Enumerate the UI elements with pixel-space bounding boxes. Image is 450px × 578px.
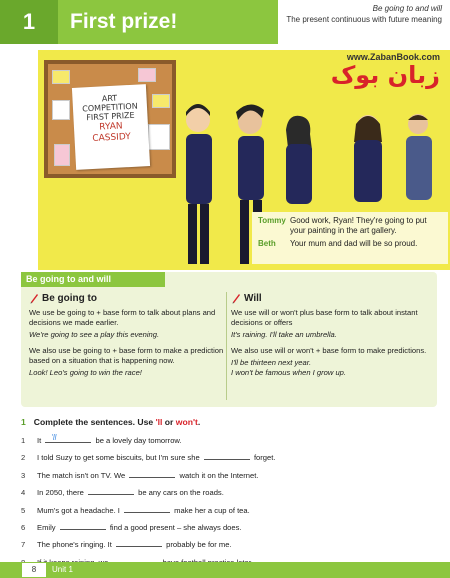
item-text: forget. [253, 453, 276, 463]
item-text: make her a cup of tea. [174, 505, 250, 515]
grammar-rule: We also use be going to + base form to make a prediction based on a situation that is happening now. [29, 346, 224, 365]
item-text: watch it on the Internet. [179, 470, 259, 480]
dialog-box [252, 212, 448, 264]
answer-blank[interactable] [88, 487, 134, 495]
exercise-instruction [21, 417, 200, 427]
grammar-focus: Be going to and will [372, 4, 442, 13]
unit-label: Unit 1 [52, 565, 73, 574]
unit-number: 1 [0, 0, 58, 44]
poster-line: COMPETITION [82, 101, 138, 114]
item-text: Mum's got a headache. I [37, 505, 120, 515]
exercise-item [21, 536, 441, 553]
grammar-column-will [231, 292, 427, 384]
watermark-logo: زبان بوک [330, 61, 440, 89]
grammar-rule: We use will or won't plus base form to talk about instant decisions or offers [231, 308, 418, 327]
answer-blank[interactable] [60, 522, 106, 530]
grammar-box-title: Be going to and will [21, 272, 165, 287]
poster-line: ART [101, 93, 118, 104]
exercise-item [21, 467, 441, 484]
instruction-option: 'll [155, 417, 163, 427]
exercise-number: 1 [21, 417, 26, 427]
instruction-text: or [162, 417, 176, 427]
item-number: 4 [21, 488, 26, 498]
column-divider [226, 292, 227, 400]
pencil-icon [231, 292, 241, 304]
poster-line: FIRST PRIZE [86, 110, 135, 123]
watermark-url: www.ZabanBook.com [346, 52, 440, 62]
illustration [38, 50, 450, 270]
item-text: The match isn't on TV. We [37, 470, 126, 480]
dialog-line [258, 216, 444, 236]
exercise-items [21, 432, 441, 571]
answer-blank[interactable] [129, 470, 175, 478]
grammar-heading: Be going to [42, 292, 97, 304]
grammar-example: Look! Leo's going to win the race! [29, 368, 142, 377]
answer-blank[interactable] [204, 452, 250, 460]
item-number: 7 [21, 540, 26, 550]
note [138, 68, 156, 82]
instruction-text: . [197, 417, 201, 427]
item-text: In 2050, there [37, 488, 84, 498]
page-number: 8 [21, 562, 47, 578]
exercise-item [21, 484, 441, 501]
instruction-option: won't [175, 417, 198, 427]
note [148, 124, 170, 150]
item-text: be a lovely day tomorrow. [95, 436, 182, 445]
speaker: Beth [258, 239, 276, 248]
grammar-column-going-to [29, 292, 225, 384]
exercise-item [21, 449, 441, 466]
unit-header [0, 0, 450, 44]
poster-name: CASSIDY [92, 131, 132, 144]
note [52, 100, 70, 120]
item-text: The phone's ringing. It [37, 540, 112, 550]
answer-blank[interactable] [124, 505, 170, 513]
grammar-example: We're going to see a play this evening. [29, 330, 160, 339]
item-text: probably be for me. [166, 540, 232, 550]
exercise-item [21, 432, 441, 449]
grammar-example: It's raining. I'll take an umbrella. [231, 330, 337, 339]
exercise-item [21, 502, 441, 519]
grammar-box [21, 272, 437, 407]
page-footer [0, 562, 450, 578]
answer-blank[interactable] [116, 539, 162, 547]
speaker: Tommy [258, 216, 286, 225]
grammar-rule: We also use will or won't + base form to make predictions. [231, 346, 427, 355]
item-number: 1 [21, 436, 26, 445]
grammar-heading: Will [244, 292, 262, 304]
item-text: be any cars on the roads. [138, 488, 224, 498]
item-number: 5 [21, 505, 26, 515]
item-text: Emily [37, 523, 56, 533]
poster-name: RYAN [99, 121, 123, 133]
watermark [331, 52, 440, 88]
grammar-subtitle: The present continuous with future meaning [286, 15, 442, 24]
speech: Good work, Ryan! They're going to put your painting in the art gallery. [290, 216, 427, 235]
grammar-example: I won't be famous when I grow up. [231, 368, 346, 377]
item-text: It [37, 436, 42, 445]
example-answer: 'll [51, 433, 57, 442]
grammar-rule: We use be going to + base form to talk about plans and decisions we made earlier. [29, 308, 216, 327]
answer-blank[interactable] [45, 435, 91, 443]
header-grammar-info [278, 0, 450, 44]
pencil-icon [29, 292, 39, 304]
speech: Your mum and dad will be so proud. [290, 239, 418, 248]
page-title: First prize! [58, 0, 278, 44]
item-number: 3 [21, 470, 26, 480]
note [52, 70, 70, 84]
note [152, 94, 170, 108]
item-number: 6 [21, 523, 26, 533]
exercise-item [21, 519, 441, 536]
notice-board [44, 60, 176, 178]
item-text: find a good present – she always does. [109, 523, 242, 533]
note [54, 144, 70, 166]
grammar-example: I'll be thirteen next year. [231, 358, 312, 367]
item-number: 2 [21, 453, 26, 463]
instruction-text: Complete the sentences. Use [33, 417, 156, 427]
dialog-line [258, 239, 444, 249]
competition-poster [72, 84, 150, 170]
item-text: I told Suzy to get some biscuits, but I'm sure she [37, 453, 200, 463]
